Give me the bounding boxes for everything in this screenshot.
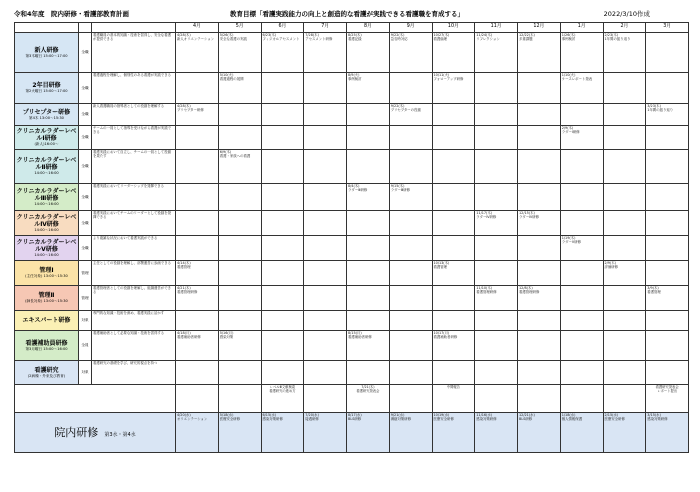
program-schedule: 14:00〜16:00 xyxy=(34,227,59,232)
hospital-training-row xyxy=(15,413,689,453)
schedule-cell xyxy=(603,126,646,150)
hospital-training-cell: 7/20(水) 接遇研修 xyxy=(304,413,347,453)
schedule-cell xyxy=(389,73,432,104)
program-label xyxy=(15,236,79,261)
schedule-cell xyxy=(646,236,689,261)
program-schedule: 第3木曜日 15:00〜17:00 xyxy=(25,53,68,58)
schedule-cell xyxy=(304,73,347,104)
table-row xyxy=(15,73,689,104)
notes-row xyxy=(15,385,689,413)
hospital-training-name: 院内研修 xyxy=(54,425,99,439)
schedule-cell xyxy=(560,311,603,331)
program-target: 管理 xyxy=(79,261,92,286)
schedule-cell xyxy=(176,311,219,331)
table-row xyxy=(15,361,689,385)
schedule-cell xyxy=(603,104,646,126)
hospital-training-cell: 1/18(水) 個人情報保護 xyxy=(560,413,603,453)
hospital-training-cell: 3/15(水) 感染対策研修 xyxy=(646,413,689,453)
schedule-cell xyxy=(176,73,219,104)
table-row xyxy=(15,211,689,236)
table-row xyxy=(15,236,689,261)
schedule-cell: 3/23(木) 1年間の振り返り xyxy=(646,104,689,126)
program-schedule: 第4木 13:00〜15:30 xyxy=(29,115,64,120)
schedule-cell xyxy=(347,311,390,331)
notes-cell: 中間報告 xyxy=(432,385,475,413)
schedule-cell xyxy=(304,286,347,311)
schedule-cell xyxy=(347,261,390,286)
schedule-cell xyxy=(603,331,646,361)
schedule-cell xyxy=(432,184,475,211)
program-schedule: (2病棟・外来及び教育) xyxy=(27,373,66,378)
schedule-cell xyxy=(304,331,347,361)
schedule-cell xyxy=(261,236,304,261)
schedule-cell xyxy=(304,104,347,126)
hospital-training-cell: 8/17(水) BLS研修 xyxy=(347,413,390,453)
schedule-cell: 1/10(火) ケースレポート発表 xyxy=(560,73,603,104)
schedule-cell xyxy=(646,361,689,385)
schedule-cell: 4/21(木) 看護管理研修 xyxy=(176,286,219,311)
notes-cell xyxy=(218,385,261,413)
program-schedule: (主任対象) 13:00〜15:30 xyxy=(25,274,68,279)
schedule-cell xyxy=(304,211,347,236)
program-label xyxy=(15,73,79,104)
notes-cell xyxy=(560,385,603,413)
schedule-cell xyxy=(176,361,219,385)
hospital-training-cell: 11/16(水) 感染対策研修 xyxy=(475,413,518,453)
program-name: クリニカルラダーレベルⅡ研修 xyxy=(16,157,77,172)
schedule-cell: 6/9(木) 看護・家族への看護 xyxy=(218,150,261,184)
schedule-cell xyxy=(646,211,689,236)
notes-cell: 7/21(木) 看護研究発表会 xyxy=(347,385,390,413)
program-goal: 看護管理者としての役割を理解し、組織運営ができる xyxy=(92,286,176,311)
schedule-cell xyxy=(347,104,390,126)
schedule-cell xyxy=(432,286,475,311)
notes-cell xyxy=(603,385,646,413)
program-name: 看護研究 xyxy=(34,366,59,374)
program-target: 全職 xyxy=(79,211,92,236)
schedule-cell xyxy=(603,361,646,385)
schedule-cell xyxy=(560,361,603,385)
schedule-cell xyxy=(603,211,646,236)
schedule-cell xyxy=(304,236,347,261)
hospital-training-cell: 6/15(水) 感染対策研修 xyxy=(261,413,304,453)
schedule-cell xyxy=(304,311,347,331)
program-label xyxy=(15,33,79,73)
header-goal xyxy=(92,23,176,33)
schedule-cell: 12/22(木) 多重課題 xyxy=(518,33,561,73)
schedule-cell: 8/4(木) ラダーⅢ研修 xyxy=(347,184,390,211)
table-row xyxy=(15,311,689,331)
schedule-cell xyxy=(518,104,561,126)
schedule-cell xyxy=(389,261,432,286)
schedule-cell xyxy=(603,184,646,211)
schedule-cell: 10/27(木) 看護倫理 xyxy=(432,33,475,73)
schedule-cell xyxy=(304,261,347,286)
program-label xyxy=(15,331,79,361)
program-target: 全職 xyxy=(79,73,92,104)
schedule-cell: 9/22(木) 急変時対応 xyxy=(389,33,432,73)
schedule-cell: 6/23(木) フィジカルアセスメント xyxy=(261,33,304,73)
schedule-cell: 10/11(火) フォローアップ研修 xyxy=(432,73,475,104)
schedule-cell xyxy=(176,126,219,150)
schedule-cell xyxy=(646,73,689,104)
program-name: クリニカルラダーレベルⅤ研修 xyxy=(16,238,77,253)
header-blank xyxy=(15,23,79,33)
schedule-cell xyxy=(432,126,475,150)
schedule-cell xyxy=(646,126,689,150)
schedule-cell xyxy=(304,361,347,385)
schedule-cell xyxy=(603,236,646,261)
schedule-cell xyxy=(475,311,518,331)
schedule-cell xyxy=(475,361,518,385)
month-header: 9月 xyxy=(389,23,432,33)
hospital-training-label xyxy=(15,413,176,453)
hospital-training-cell: 12/21(水) BLS研修 xyxy=(518,413,561,453)
hospital-training-cell: 4/20(水) オリエンテーション xyxy=(176,413,219,453)
schedule-cell xyxy=(646,261,689,286)
program-label xyxy=(15,361,79,385)
schedule-cell: 8/15(月) 看護補助者研修 xyxy=(347,331,390,361)
schedule-cell: 9/22(木) プリセプターの役割 xyxy=(389,104,432,126)
schedule-cell xyxy=(261,211,304,236)
schedule-cell xyxy=(261,331,304,361)
program-schedule: 14:00〜16:00 xyxy=(34,201,59,206)
program-name: クリニカルラダーレベルⅠ研修 xyxy=(16,128,77,143)
schedule-cell xyxy=(389,361,432,385)
month-header: 6月 xyxy=(261,23,304,33)
schedule-cell xyxy=(218,211,261,236)
hospital-training-cell: 10/19(水) 医療安全研修 xyxy=(432,413,475,453)
program-name: 2年目研修 xyxy=(32,82,61,90)
program-name: プリセプター研修 xyxy=(22,108,71,116)
schedule-cell: 4/14(木) 看護管理 xyxy=(176,261,219,286)
schedule-cell: 12/15(木) ラダーⅣ研修 xyxy=(518,211,561,236)
program-target: 全職 xyxy=(79,150,92,184)
schedule-cell: 7/28(木) アセスメント研修 xyxy=(304,33,347,73)
schedule-cell xyxy=(347,236,390,261)
schedule-cell xyxy=(646,331,689,361)
schedule-cell: 5/16(月) 感染対策 xyxy=(218,331,261,361)
schedule-cell xyxy=(389,236,432,261)
schedule-cell xyxy=(347,150,390,184)
month-header: 3月 xyxy=(646,23,689,33)
schedule-cell: 5/10(火) 看護過程の展開 xyxy=(218,73,261,104)
schedule-cell xyxy=(432,361,475,385)
schedule-cell xyxy=(475,184,518,211)
schedule-cell xyxy=(518,261,561,286)
schedule-cell xyxy=(389,286,432,311)
schedule-cell xyxy=(304,126,347,150)
program-goal: 看護過程を理解し、個別性のある看護が実践できる xyxy=(92,73,176,104)
schedule-cell xyxy=(432,211,475,236)
schedule-cell xyxy=(518,361,561,385)
notes-cell: レベルⅢ文献検索 看護研究の進め方 xyxy=(261,385,304,413)
table-row xyxy=(15,286,689,311)
training-schedule-table xyxy=(14,22,689,453)
schedule-cell xyxy=(518,311,561,331)
schedule-cell xyxy=(347,361,390,385)
schedule-cell xyxy=(347,286,390,311)
program-schedule: 第2火曜日 15:00〜17:00 xyxy=(25,89,68,94)
notes-cell: 看護研究発表会 レポート提出 xyxy=(646,385,689,413)
schedule-cell: 5/26(木) 安全な看護の実践 xyxy=(218,33,261,73)
schedule-cell: 4/28(木) 新人オリエンテーション xyxy=(176,33,219,73)
schedule-cell xyxy=(432,104,475,126)
schedule-cell xyxy=(646,33,689,73)
program-schedule: 第3月曜日 15:00〜16:00 xyxy=(25,346,68,351)
program-goal: 看護研究の基礎を学び、研究的視点を持つ xyxy=(92,361,176,385)
schedule-cell xyxy=(218,311,261,331)
month-header: 8月 xyxy=(347,23,390,33)
document-header xyxy=(14,9,686,23)
schedule-cell xyxy=(560,150,603,184)
program-name: クリニカルラダーレベルⅢ研修 xyxy=(16,187,77,202)
schedule-cell: 8/9(火) 事例検討 xyxy=(347,73,390,104)
schedule-cell xyxy=(261,361,304,385)
schedule-cell xyxy=(518,126,561,150)
document-title: 令和4年度 院内研修・看護部教育計画 xyxy=(14,10,130,18)
schedule-cell xyxy=(389,126,432,150)
schedule-cell xyxy=(603,150,646,184)
schedule-cell xyxy=(304,184,347,211)
table-row xyxy=(15,126,689,150)
schedule-cell: 4/28(木) プリセプター研修 xyxy=(176,104,219,126)
schedule-cell xyxy=(518,73,561,104)
schedule-cell xyxy=(518,150,561,184)
program-goal: 看護実践において自立し、チームの一員として役割を果たす xyxy=(92,150,176,184)
program-target: 全職 xyxy=(79,104,92,126)
schedule-cell: 4/18(月) 看護補助者研修 xyxy=(176,331,219,361)
schedule-cell: 2/9(木) 評価研修 xyxy=(603,261,646,286)
program-target: 全職 xyxy=(79,126,92,150)
schedule-cell xyxy=(389,211,432,236)
header-target xyxy=(79,23,92,33)
schedule-cell xyxy=(560,261,603,286)
program-label xyxy=(15,286,79,311)
schedule-cell xyxy=(646,150,689,184)
schedule-cell xyxy=(518,184,561,211)
schedule-cell xyxy=(518,331,561,361)
hospital-training-cell: 5/18(水) 医療安全研修 xyxy=(218,413,261,453)
schedule-cell xyxy=(218,361,261,385)
program-name: 管理Ⅱ xyxy=(38,292,55,300)
table-row xyxy=(15,261,689,286)
program-goal: 主任としての役割を理解し、部署運営に参画できる xyxy=(92,261,176,286)
schedule-cell xyxy=(560,331,603,361)
month-header: 7月 xyxy=(304,23,347,33)
schedule-cell xyxy=(432,150,475,184)
program-target: 対象 xyxy=(79,361,92,385)
schedule-cell xyxy=(304,150,347,184)
schedule-cell: 2/23(木) 1年間の振り返り xyxy=(603,33,646,73)
schedule-cell: 11/24(木) リフレクション xyxy=(475,33,518,73)
program-schedule: (新人)16:00〜 xyxy=(34,142,59,147)
program-label xyxy=(15,126,79,150)
program-goal: 看護職員の基本的知識・技術を習得し、安全な看護が提供できる xyxy=(92,33,176,73)
schedule-cell xyxy=(218,286,261,311)
program-schedule: 14:00〜16:00 xyxy=(34,252,59,257)
schedule-cell xyxy=(218,236,261,261)
program-goal: 新人看護職員の指導者としての役割を理解する xyxy=(92,104,176,126)
schedule-cell xyxy=(261,126,304,150)
schedule-cell xyxy=(176,184,219,211)
hospital-training-cell: 2/15(水) 医療安全研修 xyxy=(603,413,646,453)
schedule-cell xyxy=(475,126,518,150)
program-label xyxy=(15,150,79,184)
program-goal: チームの一員として指導を受けながら看護が実践できる xyxy=(92,126,176,150)
created-date: 2022/3/10作成 xyxy=(603,10,650,18)
schedule-cell xyxy=(176,150,219,184)
program-target: 対象 xyxy=(79,311,92,331)
schedule-cell xyxy=(261,311,304,331)
program-schedule: (師長対象) 13:00〜15:30 xyxy=(25,299,68,304)
program-target: 管理 xyxy=(79,286,92,311)
schedule-cell: 10/13(木) 看護管理 xyxy=(432,261,475,286)
schedule-cell xyxy=(218,261,261,286)
program-label xyxy=(15,311,79,331)
table-row xyxy=(15,104,689,126)
schedule-cell xyxy=(261,184,304,211)
schedule-cell: 3/9(木) 看護管理 xyxy=(646,286,689,311)
program-target: 全職 xyxy=(79,184,92,211)
month-header: 12月 xyxy=(518,23,561,33)
program-goal: 看護実践においてリーダーシップを発揮できる xyxy=(92,184,176,211)
schedule-cell xyxy=(347,211,390,236)
schedule-cell xyxy=(218,184,261,211)
notes-cell xyxy=(176,385,219,413)
month-header: 10月 xyxy=(432,23,475,33)
schedule-cell xyxy=(475,73,518,104)
schedule-cell xyxy=(603,73,646,104)
schedule-cell xyxy=(603,311,646,331)
schedule-cell xyxy=(261,261,304,286)
program-target: 全職 xyxy=(79,33,92,73)
month-header: 1月 xyxy=(560,23,603,33)
schedule-cell: 12/8(木) 看護管理研修 xyxy=(518,286,561,311)
schedule-cell: 2/9(木) ラダーⅠ研修 xyxy=(560,126,603,150)
program-name: クリニカルラダーレベルⅣ研修 xyxy=(16,213,77,228)
month-header-row xyxy=(15,23,689,33)
program-label xyxy=(15,104,79,126)
schedule-cell xyxy=(261,104,304,126)
schedule-cell xyxy=(261,150,304,184)
schedule-cell xyxy=(475,236,518,261)
schedule-cell xyxy=(646,184,689,211)
table-row xyxy=(15,331,689,361)
schedule-cell xyxy=(261,286,304,311)
program-target: 全員 xyxy=(79,331,92,361)
month-header: 11月 xyxy=(475,23,518,33)
schedule-cell xyxy=(475,331,518,361)
schedule-cell xyxy=(176,236,219,261)
table-row xyxy=(15,33,689,73)
month-header: 2月 xyxy=(603,23,646,33)
program-name: 管理Ⅰ xyxy=(39,267,54,275)
schedule-cell xyxy=(176,211,219,236)
program-name: 新人研修 xyxy=(34,46,59,54)
program-name: 看護補助員研修 xyxy=(25,339,68,347)
schedule-cell: 10/17(月) 看護補助者研修 xyxy=(432,331,475,361)
schedule-cell xyxy=(218,104,261,126)
schedule-cell xyxy=(432,236,475,261)
schedule-cell xyxy=(475,261,518,286)
program-name: エキスパート研修 xyxy=(22,317,71,324)
month-header: 4月 xyxy=(176,23,219,33)
table-row xyxy=(15,184,689,211)
notes-label xyxy=(15,385,176,413)
program-goal: 看護補助者として必要な知識・技術を習得する xyxy=(92,331,176,361)
schedule-cell: 1/19(木) ラダーⅤ研修 xyxy=(560,236,603,261)
program-label xyxy=(15,184,79,211)
schedule-cell xyxy=(560,211,603,236)
schedule-cell: 1/26(木) 事例検討 xyxy=(560,33,603,73)
month-header: 5月 xyxy=(218,23,261,33)
program-goal: 看護実践においてチームのリーダーとして役割を発揮できる xyxy=(92,211,176,236)
program-label xyxy=(15,261,79,286)
schedule-cell: 8/25(木) 看護記録 xyxy=(347,33,390,73)
program-label xyxy=(15,211,79,236)
schedule-cell xyxy=(389,331,432,361)
schedule-cell xyxy=(261,73,304,104)
schedule-cell xyxy=(347,126,390,150)
schedule-cell xyxy=(518,236,561,261)
schedule-cell xyxy=(560,286,603,311)
hospital-training-schedule: 第3水・第4水 xyxy=(104,431,136,438)
notes-cell xyxy=(389,385,432,413)
notes-cell xyxy=(518,385,561,413)
schedule-cell xyxy=(603,286,646,311)
schedule-cell xyxy=(646,311,689,331)
schedule-cell xyxy=(560,104,603,126)
schedule-cell: 9/15(木) ラダーⅢ研修 xyxy=(389,184,432,211)
schedule-cell: 11/17(木) ラダーⅣ研修 xyxy=(475,211,518,236)
program-goal: より複雑な状況において看護実践ができる xyxy=(92,236,176,261)
notes-cell xyxy=(475,385,518,413)
notes-cell xyxy=(304,385,347,413)
program-target: 全職 xyxy=(79,236,92,261)
hospital-training-cell: 9/21(水) 褥瘡対策研修 xyxy=(389,413,432,453)
schedule-cell xyxy=(475,150,518,184)
schedule-cell xyxy=(560,184,603,211)
table-row xyxy=(15,150,689,184)
schedule-cell xyxy=(218,126,261,150)
schedule-cell xyxy=(475,104,518,126)
schedule-cell xyxy=(389,311,432,331)
education-goal: 教育目標「看護実践能力の向上と創造的な看護が実践できる看護職を育成する」 xyxy=(230,10,464,18)
program-schedule: 14:00〜16:00 xyxy=(34,171,59,176)
schedule-cell xyxy=(389,150,432,184)
program-goal: 専門的な知識・技術を深め、看護実践に活かす xyxy=(92,311,176,331)
schedule-cell: 11/10(木) 看護管理研修 xyxy=(475,286,518,311)
schedule-cell xyxy=(432,311,475,331)
